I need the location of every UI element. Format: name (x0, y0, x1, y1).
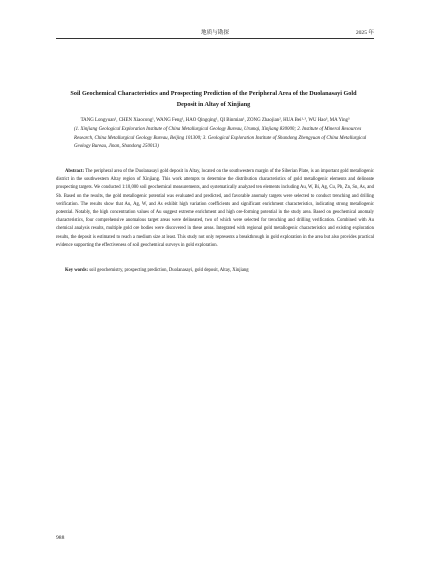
page-number: 988 (56, 535, 65, 541)
author-list: TANG Longyuan¹, CHEN Xiaocong¹, WANG Feng¹, HAO Qingqing¹, QI Binmian¹, ZONG Zhaojian², HUA Bei¹·³, WU Hao³, MA Ying³ (80, 118, 350, 123)
journal-name: 地质与勘探 (201, 30, 229, 36)
header-rule (56, 38, 374, 39)
abstract-text: The peripheral area of the Duolanasayi gold deposit in Altay, located on the southwestern margin of the Siberian Plate, is an important gold metallogenic district in the southwestern Altay region of Xinjiang. This work attempts to determine the distribution characteristics of gold metallogenic elements and delineate prospecting targets. We conducted 1:10,000 soil geochemical measurements, and systematically analyzed ten elements including Au, W, Bi, Ag, Cu, Pb, Zn, Sn, As, and Sb. Based on the results, the gold metallogenic potential was evaluated and predicted, and favorable anomaly targets were selected to conduct trenching and drilling verification. The results show that Au, Ag, W, and As exhibit high variation coefficients and significant enrichment characteristics, indicating strong metallogenic potential. Notably, the high concentration values of Au suggest extreme enrichment and high ore-forming potential in the study area. Based on geochemical anomaly characteristics, four comprehensive anomalous target areas were delineated, two of which were selected for trenching and drilling verification. Combined with Au chemical analysis results, multiple gold ore bodies were discovered in these areas. Integrated with regional gold metallogenic characteristics and existing exploration results, the deposit is estimated to reach a medium size at least. This study not only represents a breakthrough in gold exploration in the area but also provides practical evidence supporting the effectiveness of soil geochemical surveys in gold exploration. (56, 169, 374, 248)
affiliations: (1. Xinjiang Geological Exploration Institute of China Metallurgical Geology Bureau, Urumqi, Xinjiang 830000; 2. Institute of Mineral Resources Research, China Metallurgical Geology Bureau, Beijing 101300; 3. Geological Exploration Institute of Shandong Zhengyuan of China Metallurgical Geology Bureau, Jinan, Shandong 250013) (74, 127, 367, 149)
keywords-label: Key words: (65, 268, 89, 273)
abstract-label: Abstract: (65, 169, 85, 174)
keywords-text: soil geochemistry, prospecting prediction, Duolanasayi, gold deposit, Altay, Xinjiang (89, 268, 249, 273)
running-header (56, 28, 374, 40)
paper-title: Soil Geochemical Characteristics and Prospecting Prediction of the Peripheral Area of the Duolanasayi Gold Deposit in Altay of Xinjiang (70, 90, 357, 108)
keywords (56, 267, 383, 275)
abstract (56, 168, 374, 250)
issue-year: 2025 年 (355, 30, 374, 36)
